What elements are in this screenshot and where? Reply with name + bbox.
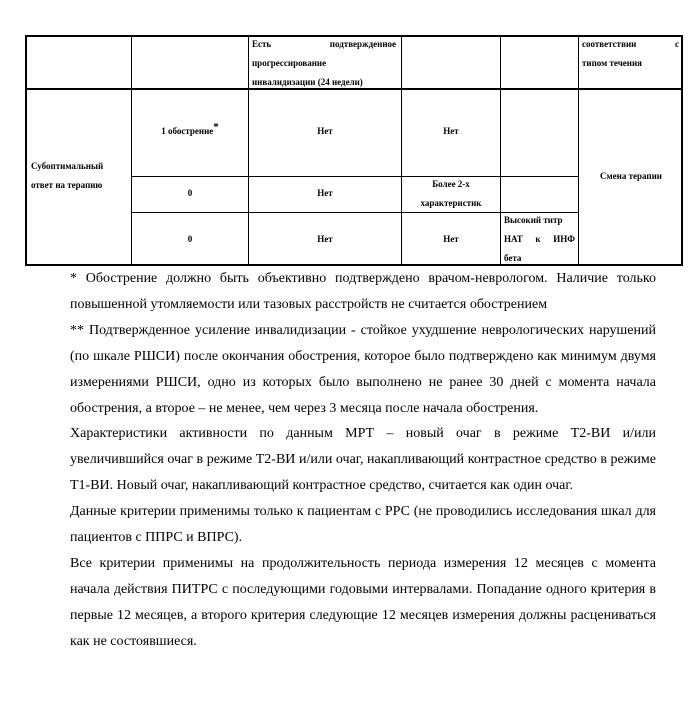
header-cell-course-type: соответствии с типом течения [582, 39, 679, 68]
result-cell: Смена терапии [600, 171, 662, 181]
note-period: Все критерии применимы на продолжительность периода измерения 12 месяцев с момента начала действия ПИТРС с последующими годовыми интервалами. Попадание одного критерия в первые 12 месяцев, а второго критерия следующие 12 месяцев измерения должны расцениваться как не состоявшиеся. [70, 555, 656, 649]
notes-section [70, 266, 656, 655]
row3-relapses: 0 [187, 234, 193, 244]
table-row-divider [131, 176, 578, 177]
note-applicability: Данные критерии применимы только к пациентам с РРС (не проводились исследования шкал для пациентов с ППРС и ВПРС). [70, 504, 656, 546]
note-relapse: * Обострение должно быть объективно подтверждено врачом-неврологом. Наличие только повышенной утомляемости или тазовых расстройств не считается обострением [70, 271, 656, 312]
row1-progression: Нет [317, 126, 333, 136]
criteria-table [25, 35, 683, 266]
row2-relapses: 0 [187, 188, 193, 198]
row3-antibodies: Высокий титр НАТ к ИНФ бета [504, 215, 576, 263]
header-cell-progression: Есть подтвержденное прогрессирование инвалидизации (24 недели) [252, 39, 396, 87]
note-disability: ** Подтвержденное усиление инвалидизации - стойкое ухудшение неврологических нарушений (по шкале РШСИ) после окончания обострения, которое было подтверждено как минимум двумя измерениями РШСИ, одно из которых было выполнено не ранее 30 дней с момента начала обострения, а второе – не менее, чем через 3 месяца после начала обострения. [70, 322, 656, 416]
row3-progression: Нет [317, 234, 333, 244]
row1-mri: Нет [443, 126, 459, 136]
table-col-divider [578, 37, 579, 264]
row2-mri: Более 2-х характеристик [420, 179, 482, 208]
row1-relapses: 1 обострение* [161, 121, 219, 136]
group-label: Субоптимальный ответ на терапию [31, 161, 104, 190]
row3-mri: Нет [443, 234, 459, 244]
table-col-divider [500, 37, 501, 264]
note-mri: Характеристики активности по данным МРТ – новый очаг в режиме Т2-ВИ и/или увеличившийся очаг в режиме Т2-ВИ и/или очаг, накапливающий контрастное средство в режиме Т1-ВИ. Новый очаг, накапливающий контрастное средство, считается как один очаг. [70, 426, 656, 494]
row2-progression: Нет [317, 188, 333, 198]
